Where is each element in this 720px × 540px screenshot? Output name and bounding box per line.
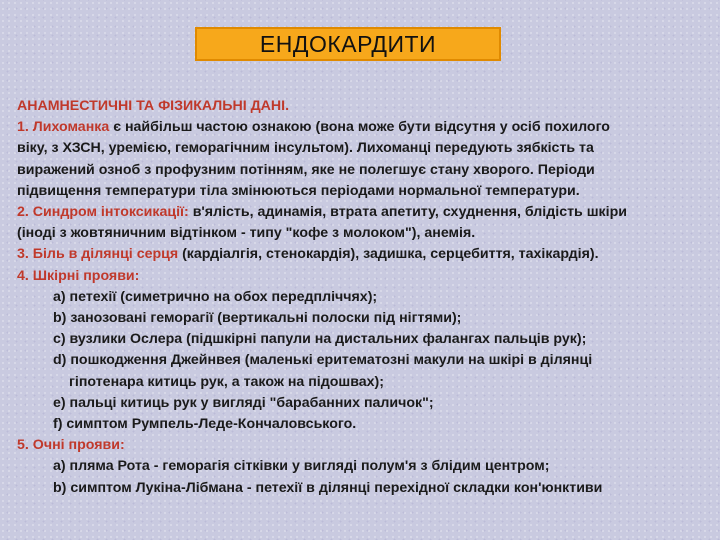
- item-text: b) занозовані геморагії (вертикальні полоски під нігтями);: [53, 310, 462, 327]
- content-line: [17, 372, 712, 393]
- content-line: [17, 138, 712, 159]
- content-line: [17, 244, 712, 265]
- item-text: d) пошкодження Джейнвея (маленькі еритематозні макули на шкірі в ділянці: [53, 352, 593, 369]
- content-line: [17, 266, 712, 287]
- section-heading: АНАМНЕСТИЧНІ ТА ФІЗИКАЛЬНІ ДАНІ.: [17, 98, 290, 114]
- content-line: [17, 202, 712, 223]
- item-text: підвищення температури тіла змінюються періодами нормальної температури.: [17, 182, 580, 199]
- title-banner: [195, 27, 501, 61]
- item-number: 3.: [17, 246, 29, 263]
- content-line: [17, 350, 712, 371]
- item-label: Шкірні прояви:: [32, 267, 140, 284]
- item-text: є найбільш частою ознакою (вона може бути відсутня у осіб похилого: [109, 119, 610, 136]
- content-line: [17, 160, 712, 181]
- item-label: Синдром інтоксикації:: [32, 204, 189, 221]
- item-number: 4.: [17, 267, 29, 284]
- content-line: [17, 414, 712, 435]
- item-label: Очні прояви:: [32, 437, 125, 454]
- item-label: Біль в ділянці серця: [32, 246, 179, 263]
- content-line: [17, 117, 712, 138]
- item-text: a) петехії (симетричнo на обох передпліччях);: [53, 288, 378, 305]
- item-text: a) пляма Рота - геморагія сітківки у вигляді полум'я з блідим центром;: [53, 458, 550, 475]
- item-number: 2.: [17, 204, 29, 221]
- item-text: виражений озноб з профузним потінням, яке не полегшує стану хворого. Періоди: [17, 161, 595, 178]
- content-line: [17, 287, 712, 308]
- item-text: гіпотенара китиць рук, а також на підошвах);: [69, 373, 384, 390]
- item-text: (кардіалгія, стенокардія), задишка, серцебиття, тахікардія).: [178, 246, 599, 263]
- content-line: [17, 223, 712, 244]
- content-line: [17, 435, 712, 456]
- item-text: (іноді з жовтяничним відтінком - типу "кофе з молоком"), анемія.: [17, 225, 476, 242]
- item-number: 5.: [17, 437, 29, 454]
- item-text: f) симптом Румпель-Леде-Кончаловського.: [53, 416, 357, 433]
- content-line: [17, 308, 712, 329]
- item-text: віку, з ХЗСН, уремією, геморагічним інсультом). Лихоманці передують зябкість та: [17, 140, 594, 157]
- item-text: b) симптом Лукіна-Лібмана - петехії в ділянці перехідної складки кон'юнктиви: [53, 479, 603, 496]
- item-text: e) пальці китиць рук у вигляді "барабанних паличок";: [53, 394, 434, 411]
- item-label: Лихоманка: [32, 119, 110, 136]
- slide-body: [17, 96, 712, 499]
- content-line: [17, 393, 712, 414]
- item-text: c) вузлики Ослера (підшкірні папули на дистальних фалангах пальців рук);: [53, 331, 587, 348]
- content-line: [17, 478, 712, 499]
- item-text: в'ялість, адинамія, втрата апетиту, схуднення, блідість шкіри: [188, 204, 627, 221]
- content-line: [17, 329, 712, 350]
- content-line: [17, 456, 712, 477]
- content-line: [17, 181, 712, 202]
- slide-title: ЕНДОКАРДИТИ: [259, 30, 437, 57]
- content-lines: [17, 117, 712, 499]
- item-number: 1.: [17, 119, 29, 136]
